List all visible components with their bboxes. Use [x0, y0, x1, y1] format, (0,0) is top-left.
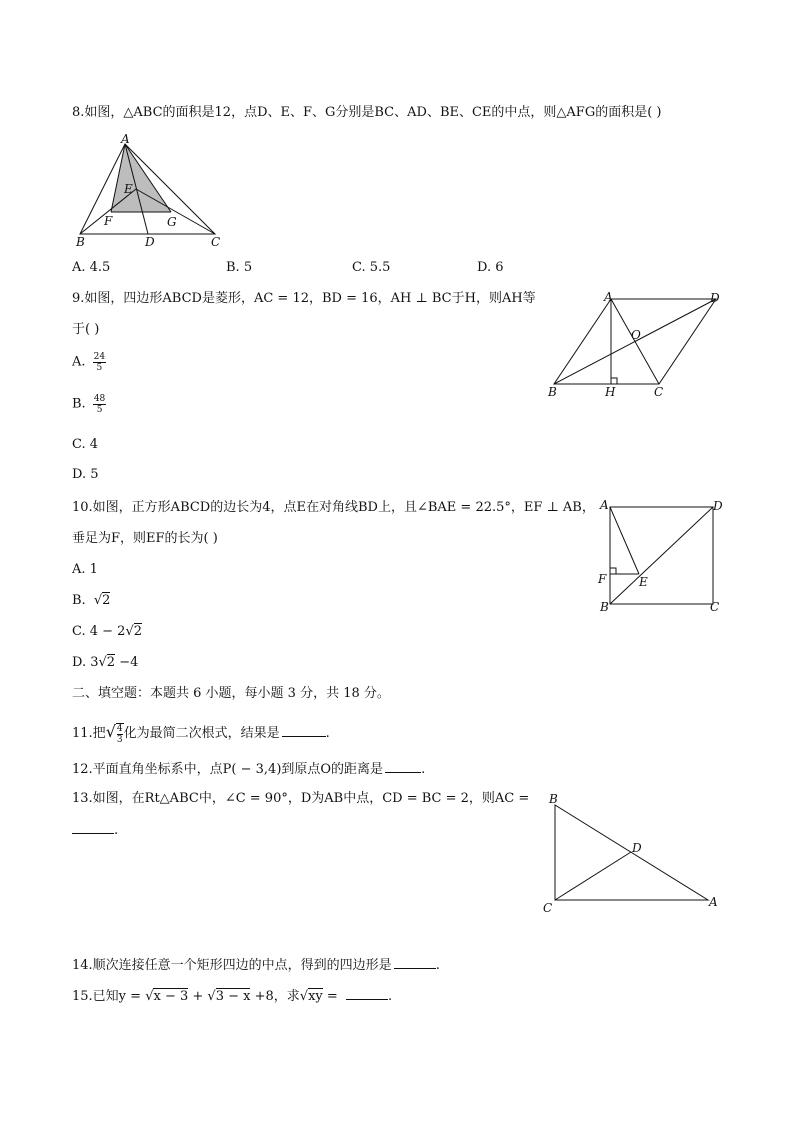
q8-label-c: C — [211, 235, 221, 249]
q14-body: 14.顺次连接任意一个矩形四边的中点，得到的四边形是 — [72, 958, 392, 973]
q10-label-e: E — [639, 575, 648, 589]
q12-body: 12.平面直角坐标系中，点P( − 3,4)到原点O的距离是 — [72, 762, 384, 777]
q10-option-a[interactable]: A. 1 — [72, 562, 98, 577]
q9-stem-line2: 于( ) — [72, 322, 100, 337]
q9-option-a-den: 5 — [96, 363, 103, 373]
q11-text: 11.把√ $\frac{4}{3}$ 化为最简二次根式，结果是 . — [72, 722, 330, 745]
q11-answer-blank[interactable] — [282, 723, 326, 737]
q9-option-a-num: 24 — [93, 352, 106, 362]
q10-label-b: B — [600, 600, 609, 614]
q13-stem-line1: 13.如图，在Rt△ABC中，∠C = 90°，D为AB中点，CD = BC = 2，则AC = — [72, 791, 530, 806]
q9-label-a: A — [604, 290, 613, 304]
q14-answer-blank[interactable] — [394, 955, 436, 969]
q10-option-c-radicand: 2 — [133, 624, 143, 639]
q8-label-g: G — [167, 215, 177, 229]
q9-label-d: D — [710, 291, 720, 305]
q13-label-d: D — [632, 841, 642, 855]
q9-option-b[interactable] — [72, 394, 106, 415]
q10-label-d: D — [713, 499, 723, 513]
q11-post: 化为最简二次根式，结果是 — [123, 726, 280, 741]
q12-answer-blank[interactable] — [385, 759, 421, 773]
q8-option-c[interactable]: C. 5.5 — [352, 260, 391, 275]
q11-end: . — [325, 726, 330, 741]
q11-den: 3 — [116, 734, 123, 745]
q9-option-c[interactable]: C. 4 — [72, 437, 99, 452]
q15-answer-blank[interactable] — [346, 986, 388, 1000]
q10-option-b[interactable]: B. √2 — [72, 593, 111, 608]
q9-label-h: H — [605, 385, 616, 399]
q10-option-d-suffix: −4 — [115, 655, 139, 670]
q8-label-d: D — [145, 235, 155, 249]
q15-pre: 15.已知y = — [72, 989, 146, 1004]
q15-radicand-1: x − 3 — [153, 989, 189, 1004]
q10-option-d[interactable]: D. 3√2 −4 — [72, 655, 139, 670]
q13-right-triangle-figure — [538, 791, 728, 916]
q11-num: 4 — [116, 723, 123, 734]
q10-label-c: C — [710, 600, 720, 614]
q15-radicand-2: 3 − x — [215, 989, 251, 1004]
q13-answer-blank[interactable] — [72, 820, 114, 834]
q8-stem: 8.如图，△ABC的面积是12，点D、E、F、G分别是BC、AD、BE、CE的中点，则△AFG的面积是( ) — [72, 105, 662, 120]
q10-option-d-prefix: D. 3 — [72, 655, 99, 670]
q13-label-c: C — [543, 901, 553, 915]
q10-option-c[interactable]: C. 4 − 2√2 — [72, 624, 143, 639]
q12-text — [72, 759, 425, 779]
q10-option-d-radicand: 2 — [106, 655, 116, 670]
q14-end: . — [435, 958, 440, 973]
q14-text — [72, 955, 440, 975]
q9-label-o: O — [631, 328, 641, 342]
q10-label-a: A — [600, 498, 609, 512]
q15-eq: = — [322, 989, 342, 1004]
q8-option-a[interactable]: A. 4.5 — [72, 260, 111, 275]
q9-rhombus-figure — [542, 289, 722, 401]
q10-option-b-radicand: 2 — [102, 593, 111, 608]
q13-end: . — [114, 823, 119, 838]
q8-label-b: B — [76, 235, 85, 249]
q8-label-f: F — [104, 214, 113, 228]
q9-option-a-fraction — [93, 352, 106, 373]
q10-label-f: F — [598, 572, 607, 586]
q9-option-b-num: 48 — [93, 394, 106, 404]
q10-square-figure — [596, 497, 726, 617]
q13-stem-line2 — [72, 820, 118, 840]
q13-label-b: B — [549, 792, 558, 806]
q9-option-b-den: 5 — [96, 405, 103, 415]
q10-stem-line1: 10.如图，正方形ABCD的边长为4，点E在对角线BD上，且∠BAE = 22.5°，EF ⊥ AB， — [72, 500, 595, 515]
q11-pre: 11.把 — [72, 726, 106, 741]
q9-label-b: B — [548, 385, 557, 399]
q10-stem-line2: 垂足为F，则EF的长为( ) — [72, 531, 218, 546]
q12-end: . — [421, 762, 426, 777]
q8-label-e: E — [124, 182, 133, 196]
q8-label-a: A — [121, 132, 130, 146]
q9-option-a-prefix: A. — [72, 354, 86, 370]
q8-triangle-figure — [72, 132, 232, 250]
q9-option-a[interactable] — [72, 352, 106, 373]
q15-post: +8，求 — [250, 989, 300, 1004]
q9-label-c: C — [654, 385, 664, 399]
q10-option-c-prefix: C. 4 − 2 — [72, 624, 126, 639]
section2-heading: 二、填空题：本题共 6 小题，每小题 3 分，共 18 分。 — [72, 686, 390, 701]
q8-option-b[interactable]: B. 5 — [226, 260, 253, 275]
q10-option-b-prefix: B. — [72, 593, 86, 608]
q9-option-b-fraction — [93, 394, 106, 415]
q8-option-d[interactable]: D. 6 — [477, 260, 504, 275]
q11-fraction — [116, 723, 124, 745]
q15-text: 15.已知y = √x − 3 + √3 − x +8，求√xy = . — [72, 986, 392, 1006]
q15-end: . — [387, 989, 393, 1004]
q13-label-a: A — [709, 895, 718, 909]
q15-radicand-3: xy — [308, 989, 323, 1004]
q9-stem-line1: 9.如图，四边形ABCD是菱形，AC = 12，BD = 16，AH ⊥ BC于H，则AH等 — [72, 291, 536, 306]
q9-option-b-prefix: B. — [72, 396, 86, 412]
q15-plus: + — [188, 989, 208, 1004]
q9-option-d[interactable]: D. 5 — [72, 467, 99, 482]
